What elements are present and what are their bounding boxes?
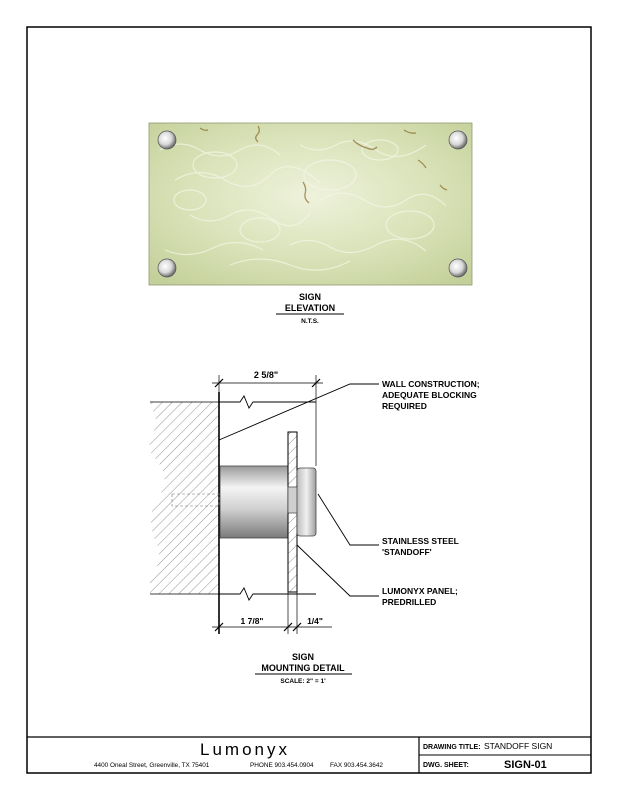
callout-panel-line1: LUMONYX PANEL; xyxy=(382,586,458,596)
sheet-label: DWG. SHEET: xyxy=(423,762,469,769)
detail-subtitle: MOUNTING DETAIL xyxy=(261,663,345,673)
dim-overall-label: 2 5/8" xyxy=(253,370,279,380)
break-line-bottom xyxy=(219,588,316,600)
callout-standoff-line1: STAINLESS STEEL xyxy=(382,536,459,546)
wall-section xyxy=(150,402,219,594)
sign-elevation xyxy=(149,123,472,325)
mounting-detail xyxy=(150,370,480,685)
standoff-cap xyxy=(297,468,316,536)
standoff-barrel xyxy=(220,466,288,538)
company-address: 4400 Oneal Street, Greenville, TX 75401 xyxy=(94,762,210,769)
title-block xyxy=(27,737,591,773)
leader-panel xyxy=(297,545,379,596)
detail-title: SIGN xyxy=(291,652,315,662)
company-fax: FAX 903.454.3642 xyxy=(330,762,383,769)
dim-panel-label: 1/4" xyxy=(307,616,323,626)
standoff-cap-top-right xyxy=(449,131,467,149)
elevation-scale: N.T.S. xyxy=(301,318,319,325)
callout-panel-line2: PREDRILLED xyxy=(382,597,437,607)
elevation-subtitle: ELEVATION xyxy=(284,303,336,313)
standoff-cap-top-left xyxy=(158,131,176,149)
leader-wall xyxy=(219,384,379,440)
drawing-title-label: DRAWING TITLE: xyxy=(423,744,481,751)
callout-standoff-line2: 'STANDOFF' xyxy=(382,547,432,557)
brand-name: Lumonyx xyxy=(200,740,290,759)
detail-scale: SCALE: 2" = 1' xyxy=(280,678,326,685)
leader-standoff xyxy=(318,494,379,545)
callout-wall-line3: REQUIRED xyxy=(382,401,427,411)
callout-wall-line1: WALL CONSTRUCTION; xyxy=(382,379,480,389)
standoff-cap-bottom-left xyxy=(158,259,176,277)
company-phone: PHONE 903.454.0904 xyxy=(250,762,314,769)
callout-wall-line2: ADEQUATE BLOCKING xyxy=(382,390,477,400)
drawing-title-value: STANDOFF SIGN xyxy=(484,741,553,751)
sheet-value: SIGN-01 xyxy=(504,759,547,771)
dim-standoff-label: 1 7/8" xyxy=(240,616,264,626)
standoff-cap-bottom-right xyxy=(449,259,467,277)
break-line-top xyxy=(219,396,316,408)
elevation-title: SIGN xyxy=(298,292,322,302)
